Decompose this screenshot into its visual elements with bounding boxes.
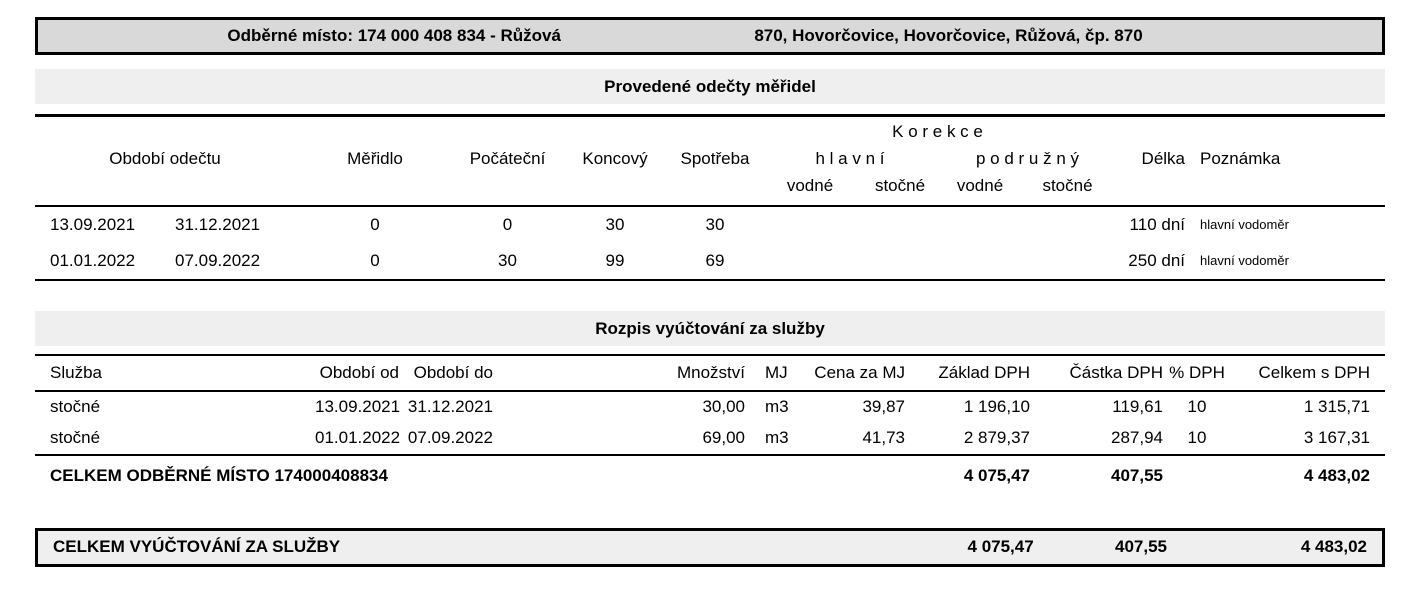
spacer-cell (1115, 116, 1385, 142)
cell-zaklad-dph: 1 196,10 (963, 397, 1030, 416)
cell-spotreba: 69 (705, 250, 725, 270)
col-header-cena-za-mj: Cena za MJ (809, 355, 909, 391)
cell-hlavni-stocne (860, 206, 940, 243)
cell-celkem-s-dph: 3 167,31 (1227, 423, 1385, 455)
col-header-pocatecni: Počáteční (469, 148, 546, 168)
grand-total-bar (35, 528, 1385, 567)
supply-point-header-bar (35, 17, 1385, 55)
cell-poznamka: hlavní vodoměr (1200, 217, 1289, 232)
cell-obdobi-od: 01.01.2022 (315, 423, 403, 455)
reading-row (35, 206, 1385, 243)
col-header-castka-dph: Částka DPH (1034, 355, 1167, 391)
site-total-celkem-s-dph: 4 483,02 (1303, 466, 1370, 485)
col-header-zaklad-dph: Základ DPH (909, 355, 1034, 391)
cell-delka: 110 dní (1129, 214, 1186, 234)
cell-pct-dph: 10 (1167, 423, 1227, 455)
site-total-castka-dph: 407,55 (1111, 466, 1163, 485)
cell-castka-dph: 119,61 (1112, 397, 1163, 416)
col-group-korekce: K o r e k c e (892, 121, 983, 141)
readings-section-title: Provedené odečty měřidel (35, 69, 1385, 104)
cell-meridlo: 0 (370, 250, 380, 270)
col-header-koncovy: Koncový (582, 148, 648, 168)
col-header-delka: Délka (1141, 148, 1186, 168)
site-total-row (35, 455, 1385, 497)
cell-zaklad-dph: 2 879,37 (909, 423, 1034, 455)
readings-header-row-korekce (35, 116, 1385, 142)
spacer-cell (35, 176, 760, 206)
col-header-podruzny-stocne: stočné (1020, 176, 1115, 206)
cell-pct-dph: 10 (1187, 397, 1207, 416)
col-group-hlavni: h l a v n í (815, 148, 885, 168)
reading-row (35, 243, 1385, 280)
cell-mnozstvi: 69,00 (497, 423, 749, 455)
cell-podruzny-stocne (1020, 206, 1115, 243)
cell-castka-dph: 287,94 (1034, 423, 1167, 455)
supply-point-address: 870, Hovorčovice, Hovorčovice, Růžová, čp. 870 (754, 26, 1143, 45)
col-group-podruzny: p o d r u ž n ý (976, 148, 1079, 168)
billing-statement-page (35, 17, 1385, 567)
cell-meridlo: 0 (370, 214, 380, 234)
cell-spotreba: 30 (705, 214, 725, 234)
supply-point-id: Odběrné místo: 174 000 408 834 - Růžová (227, 26, 561, 45)
cell-podruzny-vodne (940, 206, 1020, 243)
billing-row (35, 423, 1385, 455)
col-header-hlavni-stocne: stočné (860, 176, 940, 206)
col-header-poznamka: Poznámka (1200, 148, 1281, 168)
cell-obdobi-od: 13.09.2021 (315, 397, 401, 416)
cell-hlavni-vodne (760, 206, 860, 243)
billing-row (35, 391, 1385, 423)
cell-podruzny-vodne (940, 243, 1020, 280)
cell-pocatecni: 0 (502, 214, 513, 234)
cell-delka: 250 dní (1128, 250, 1186, 270)
site-total-label: CELKEM ODBĚRNÉ MÍSTO 174000408834 (50, 466, 388, 485)
cell-cena-za-mj: 39,87 (862, 397, 905, 416)
readings-header-row-sub (35, 176, 1385, 206)
col-header-obdobi-do: Období do (403, 355, 497, 391)
grand-total-label: CELKEM VYÚČTOVÁNÍ ZA SLUŽBY (53, 537, 341, 556)
col-header-sluzba: Služba (35, 355, 315, 391)
meter-readings-table (35, 114, 1385, 281)
cell-hlavni-stocne (860, 243, 940, 280)
cell-podruzny-stocne (1020, 243, 1115, 280)
col-header-celkem-s-dph: Celkem s DPH (1227, 355, 1385, 391)
col-header-spotreba: Spotřeba (680, 148, 750, 168)
billing-table (35, 354, 1385, 497)
billing-section-title: Rozpis vyúčtování za služby (35, 311, 1385, 346)
cell-pocatecni: 30 (498, 250, 517, 270)
spacer-cell (35, 116, 760, 142)
cell-sluzba: stočné (50, 397, 101, 416)
col-header-hlavni-vodne: vodné (760, 176, 860, 206)
cell-koncovy: 99 (605, 250, 625, 270)
cell-koncovy: 30 (605, 214, 625, 234)
cell-celkem-s-dph: 1 315,71 (1303, 397, 1370, 416)
billing-header-row (35, 355, 1385, 391)
cell-hlavni-vodne (760, 243, 860, 280)
cell-cena-za-mj: 41,73 (809, 423, 909, 455)
col-header-meridlo: Měřidlo (347, 148, 403, 168)
cell-date-to: 07.09.2022 (175, 250, 261, 270)
cell-obdobi-do: 31.12.2021 (407, 397, 493, 416)
grand-total-zaklad-dph: 4 075,47 (967, 537, 1034, 556)
col-header-obdobi-od: Období od (315, 355, 403, 391)
readings-header-row-main (35, 142, 1385, 176)
spacer-cell (1171, 529, 1231, 565)
cell-mj: m3 (765, 397, 789, 416)
grand-total-celkem-s-dph: 4 483,02 (1300, 537, 1367, 556)
spacer-cell (1167, 455, 1227, 497)
col-header-podruzny-vodne: vodné (940, 176, 1020, 206)
spacer-cell (1115, 176, 1385, 206)
grand-total-row (37, 529, 1384, 565)
cell-date-to: 31.12.2021 (175, 214, 261, 234)
cell-mnozstvi: 30,00 (702, 397, 745, 416)
site-total-zaklad-dph: 4 075,47 (963, 466, 1030, 485)
col-header-mj: MJ (749, 355, 809, 391)
grand-total-castka-dph: 407,55 (1114, 537, 1167, 556)
col-header-obdobi-odectu: Období odečtu (109, 148, 221, 168)
cell-poznamka: hlavní vodoměr (1200, 253, 1289, 268)
col-header-pct-dph: % DPH (1167, 355, 1227, 391)
cell-obdobi-do: 07.09.2022 (403, 423, 497, 455)
cell-mj: m3 (749, 423, 809, 455)
cell-sluzba: stočné (35, 423, 315, 455)
col-header-mnozstvi: Množství (497, 355, 749, 391)
cell-date-from: 13.09.2021 (50, 214, 136, 234)
cell-date-from: 01.01.2022 (50, 250, 136, 270)
